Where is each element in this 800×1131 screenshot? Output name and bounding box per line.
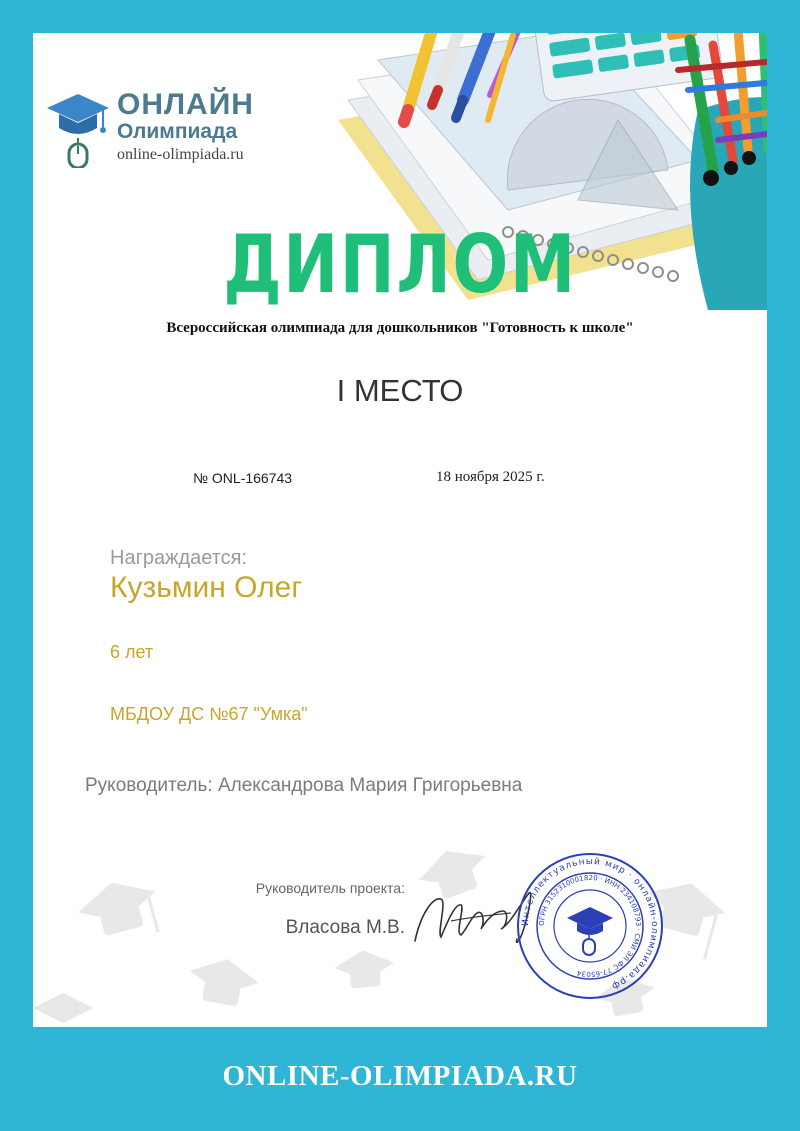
- official-stamp: [515, 851, 665, 1001]
- awardee-name: Кузьмин Олег: [110, 571, 303, 604]
- diploma-sheet: [33, 33, 767, 1027]
- diploma-title: ДИПЛОМ: [223, 218, 577, 311]
- awardee-age: 6 лет: [110, 642, 154, 662]
- olympiad-name: Всероссийская олимпиада для дошкольников "Готовность к школе": [166, 320, 634, 336]
- diploma-date: 18 ноября 2025 г.: [436, 469, 545, 485]
- logo-line-2: Олимпиада: [117, 120, 238, 143]
- footer-site: ONLINE-OLIMPIADA.RU: [222, 1060, 578, 1092]
- project-head-name: Власова М.В.: [285, 917, 405, 938]
- logo-site: online-olimpiada.ru: [117, 146, 244, 163]
- logo-line-1: ОНЛАЙН: [117, 88, 254, 121]
- supervisor-line: Руководитель: Александрова Мария Григорьевна: [85, 775, 523, 796]
- diploma-number: № ONL-166743: [193, 470, 293, 486]
- awarded-label: Награждается:: [110, 547, 248, 569]
- stamp-cap-icon: [567, 907, 613, 955]
- graduation-cap-mouse-icon: [45, 88, 111, 168]
- project-head-label: Руководитель проекта:: [255, 880, 405, 896]
- place-award: I МЕСТО: [336, 373, 464, 408]
- awardee-school: МБДОУ ДС №67 "Умка": [110, 704, 308, 724]
- brand-logo: [45, 88, 305, 168]
- stamp-inner-text: ОГРН 3152310001820 · ИНН 234108793 · СМИ ЭЛ ФС 77-65034: [537, 873, 643, 979]
- stamp-outer-text: Интеллектуальный мир · онлайн-олимпиада.рф: [520, 856, 660, 992]
